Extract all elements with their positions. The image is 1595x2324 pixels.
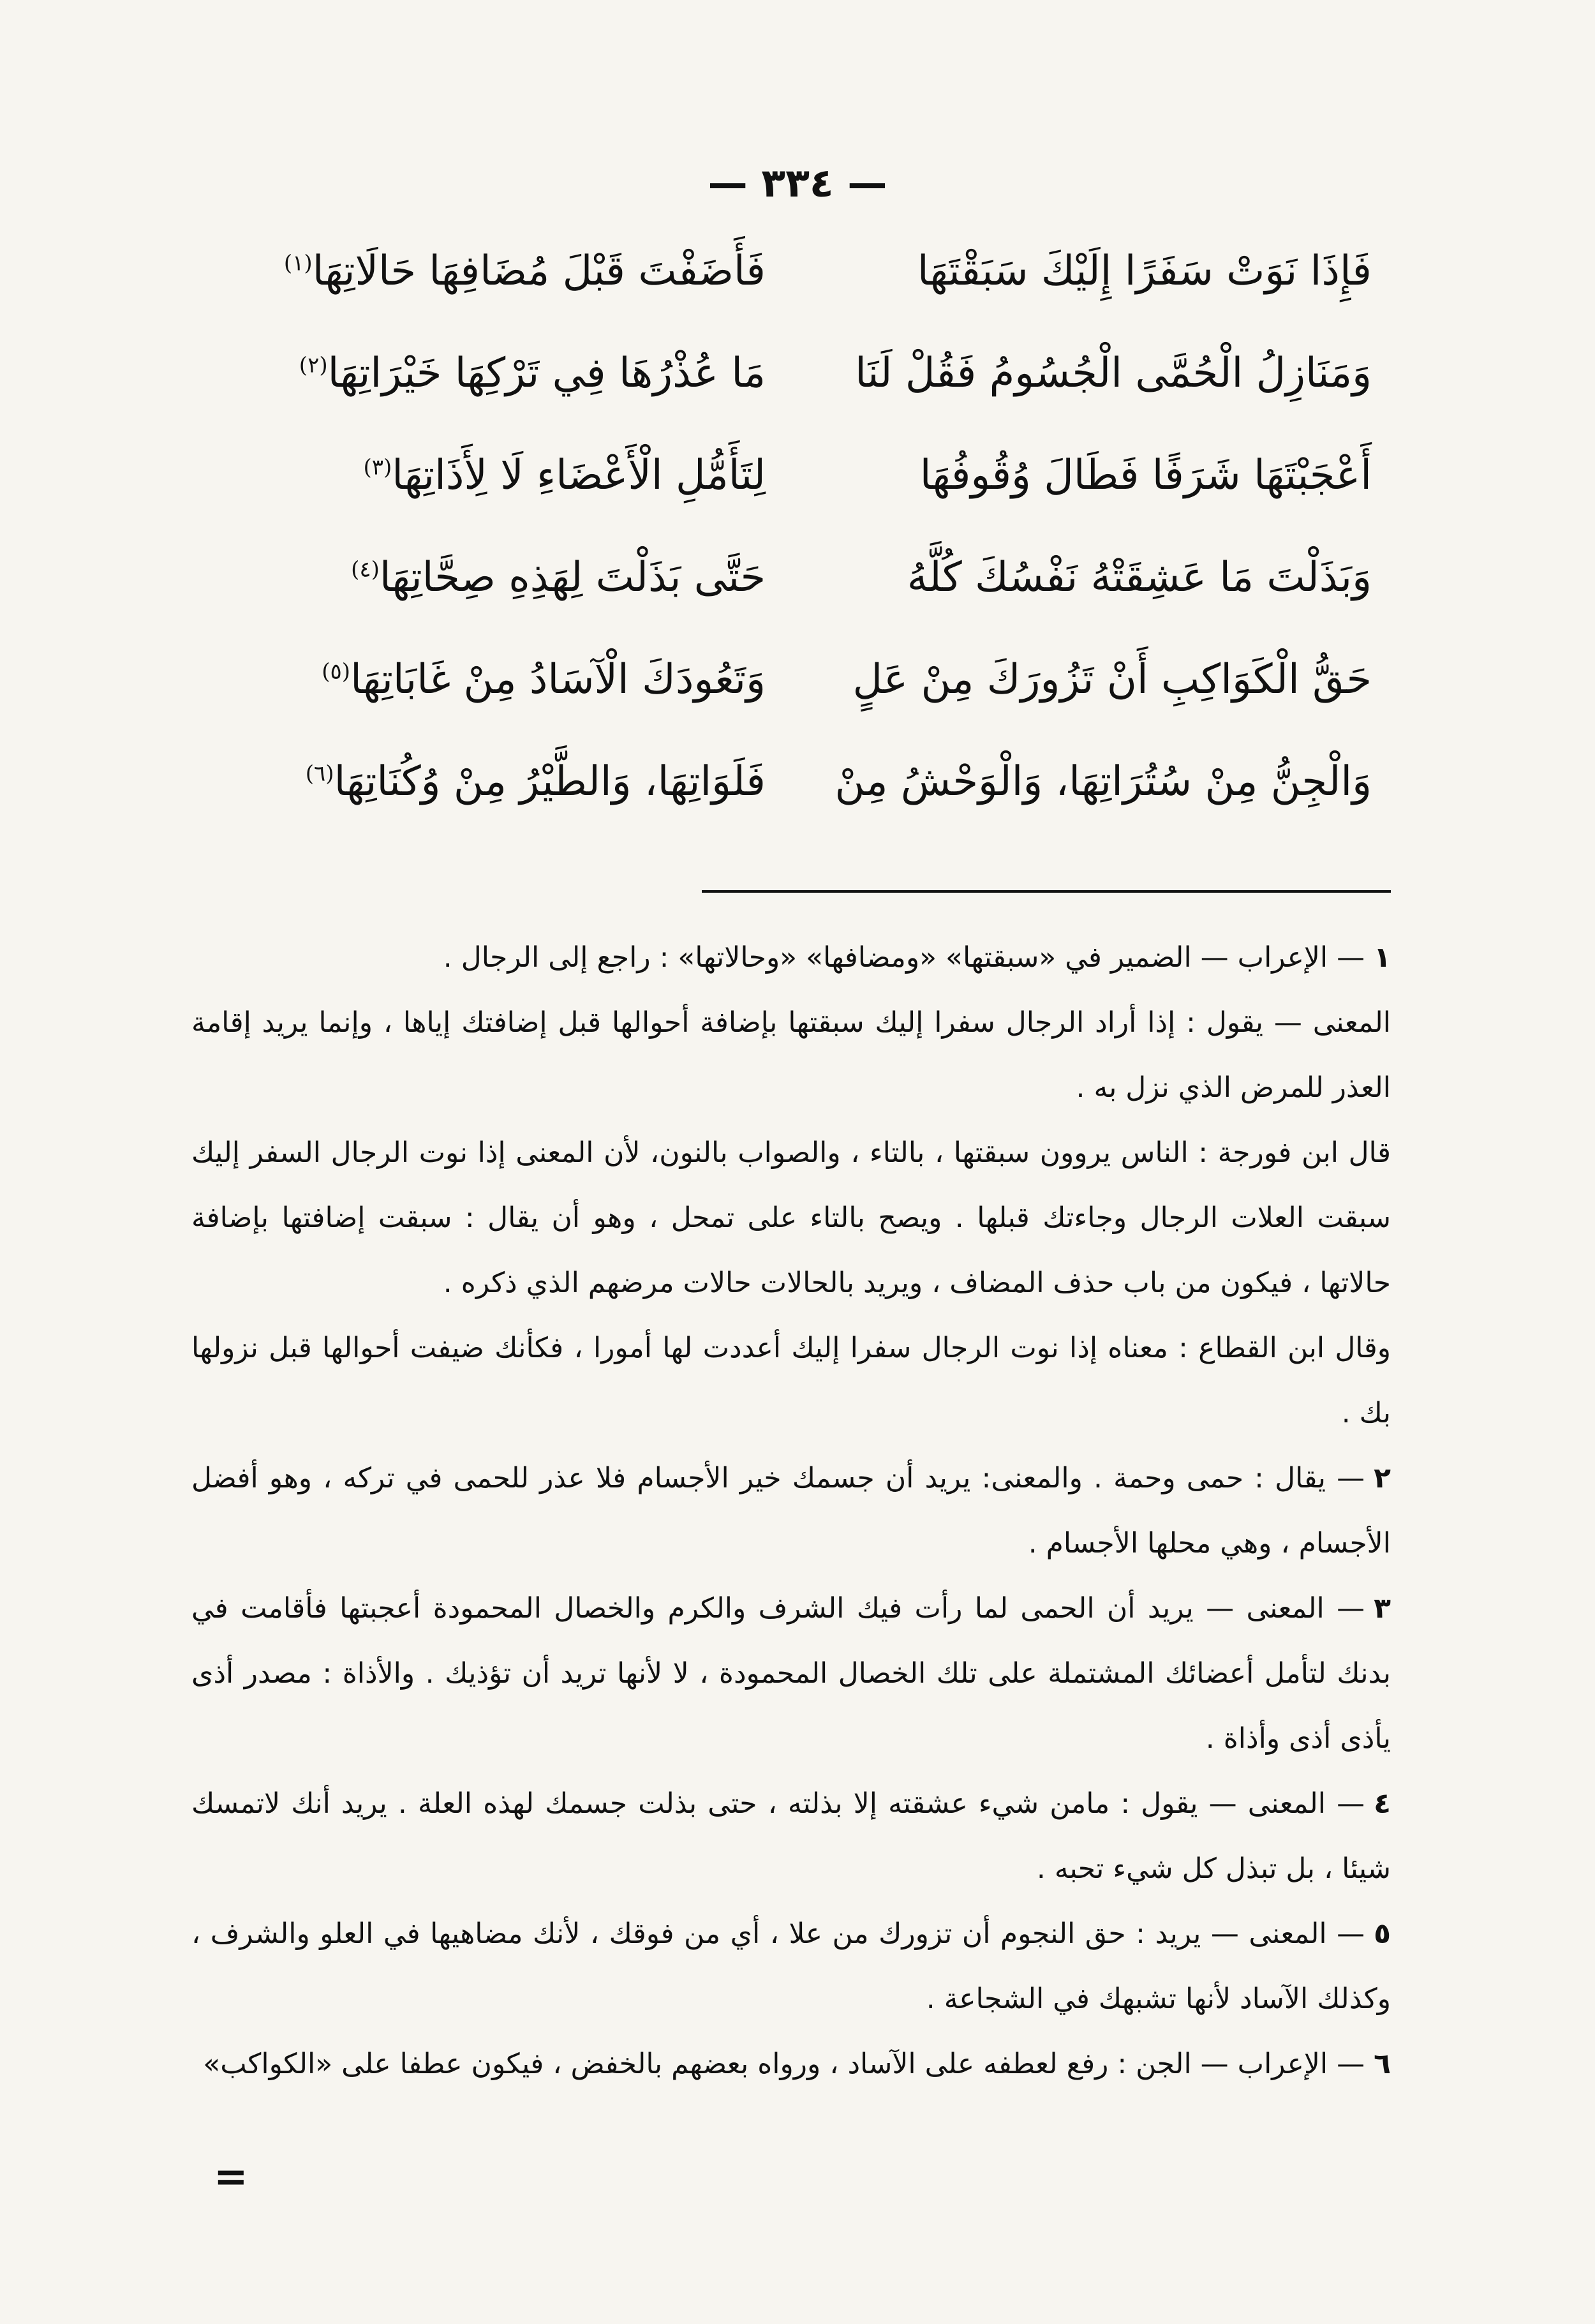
verse-first-hemistich: وَالْجِنُّ مِنْ سُتُرَاتِهَا، وَالْوَحْشُ مِنْ (835, 758, 1372, 805)
verse (191, 322, 1372, 424)
footnote (191, 1576, 1391, 1771)
verse-first-hemistich: حَقُّ الْكَوَاكِبِ أَنْ تَزُورَكَ مِنْ عَلٍ (852, 656, 1372, 703)
page-number: — ٣٣٤ — (708, 160, 887, 206)
footnote-paragraph: وقال ابن القطاع : معناه إذا نوت الرجال سفرا إليك أعددت لها أمورا ، فكأنك ضيفت أحوالها قبل نزولها بك . (191, 1332, 1391, 1429)
verse-second-hemistich (191, 731, 766, 833)
footnote-reference: (٢) (299, 352, 328, 378)
footnotes (191, 925, 1391, 2097)
footnote-number: ٥ (1374, 1918, 1391, 1950)
verse (191, 220, 1372, 322)
verse-second-hemistich (191, 424, 766, 526)
footnote-paragraph: المعنى — يقول : إذا أراد الرجال سفرا إليك سبقتها بإضافة أحوالها قبل إضافتك إياها ، وإنما يريد إقامة العذر للمرض الذي نزل به . (191, 1006, 1391, 1104)
hemistich-text: لِتَأَمُّلِ الْأَعْضَاءِ لَا لِأَذَاتِهَا (392, 452, 766, 499)
hemistich-text: فَأَضَفْتَ قَبْلَ مُضَافِهَا حَالَاتِهَا (312, 248, 766, 295)
footnote-text: — يقال : حمى وحمة . والمعنى: يريد أن جسمك خير الأجسام فلا عذر للحمى في تركه ، وهو أفضل الأجسام ، وهي محلها الأجسام . (191, 1462, 1391, 1560)
footnote-text: — الإعراب — الجن : رفع لعطفه على الآساد ، ورواه بعضهم بالخفض ، فيكون عطفا على «الكواكب» (203, 2048, 1365, 2080)
hemistich-text: مَا عُذْرُهَا فِي تَرْكِهَا خَيْرَاتِهَا (327, 350, 766, 397)
footnote (191, 1446, 1391, 1576)
verse-second-hemistich (191, 322, 766, 424)
footnote-text: — المعنى — يقول : مامن شيء عشقته إلا بذلته ، حتى بذلت جسمك لهذه العلة . يريد أنك لاتمسك شيئا ، بل تبذل كل شيء تحبه . (191, 1787, 1391, 1885)
footnote-text: — المعنى — يريد : حق النجوم أن تزورك من علا ، أي من فوقك ، لأنك مضاهيها في العلو والشرف ، وكذلك الآساد لأنها تشبهك في الشجاعة . (191, 1918, 1391, 2015)
verse (191, 731, 1372, 833)
footnote-reference: (١) (283, 250, 313, 276)
verse-first-hemistich: أَعْجَبْتَهَا شَرَفًا فَطَالَ وُقُوفُهَا (919, 452, 1372, 499)
hemistich-text: وَتَعُودَكَ الْآسَادُ مِنْ غَابَاتِهَا (350, 656, 766, 703)
footnote-text: — المعنى — يريد أن الحمى لما رأت فيك الشرف والكرم والخصال المحمودة أعجبتها فأقامت في بدنك لتأمل أعضائك المشتملة على تلك الخصال المحمودة ، لا لأنها تريد أن تؤذيك . والأذاة : مصدر أذى يأذى أذى وأذاة . (191, 1592, 1391, 1755)
verse (191, 526, 1372, 629)
verse-first-hemistich: فَإِذَا نَوَتْ سَفَرًا إِلَيْكَ سَبَقْتَهَا (917, 248, 1372, 295)
hemistich-text: فَلَوَاتِهَا، وَالطَّيْرُ مِنْ وُكُنَاتِهَا (334, 758, 766, 805)
footnote-number: ٤ (1374, 1787, 1391, 1820)
verse (191, 629, 1372, 731)
hemistich-text: حَتَّى بَذَلْتَ لِهَذِهِ صِحَّاتِهَا (379, 554, 766, 601)
footnote-paragraph: قال ابن فورجة : الناس يروون سبقتها ، بالتاء ، والصواب بالنون، لأن المعنى إذا نوت الرجال السفر إليك سبقت العلات الرجال وجاءتك قبلها . ويصح بالتاء على تمحل ، وهو أن يقال : سبقت إضافتها بإضافة حالاتها ، فيكون من باب حذف المضاف ، ويريد بالحالات حالات مرضهم الذي ذكره . (191, 1136, 1391, 1299)
verse-second-hemistich (191, 629, 766, 731)
footnote-reference: (٣) (363, 454, 392, 480)
verse-second-hemistich (191, 526, 766, 629)
poem (191, 220, 1372, 833)
footnote (191, 1902, 1391, 2032)
verse-first-hemistich: وَمَنَازِلُ الْحُمَّى الْجُسُومُ فَقُلْ لَنَا (855, 350, 1372, 397)
verse-second-hemistich (191, 220, 766, 322)
footnote-reference: (٥) (322, 659, 351, 685)
footnote-number: ٦ (1374, 2048, 1391, 2080)
footnote-number: ٢ (1374, 1462, 1391, 1494)
footnote-text: — الإعراب — الضمير في «سبقتها» «ومضافها» «وحالاتها» : راجع إلى الرجال . (443, 941, 1365, 974)
footnote-divider (702, 890, 1391, 893)
footnote (191, 2032, 1391, 2097)
end-mark: = (214, 2154, 248, 2201)
footnote-reference: (٦) (305, 761, 334, 787)
footnote (191, 925, 1391, 990)
footnote (191, 1771, 1391, 1902)
verse-first-hemistich: وَبَذَلْتَ مَا عَشِقَتْهُ نَفْسُكَ كُلَّهُ (907, 554, 1372, 601)
footnote-number: ٣ (1374, 1592, 1391, 1625)
verse (191, 424, 1372, 526)
footnote-reference: (٤) (351, 556, 380, 583)
footnote-number: ١ (1374, 941, 1391, 974)
